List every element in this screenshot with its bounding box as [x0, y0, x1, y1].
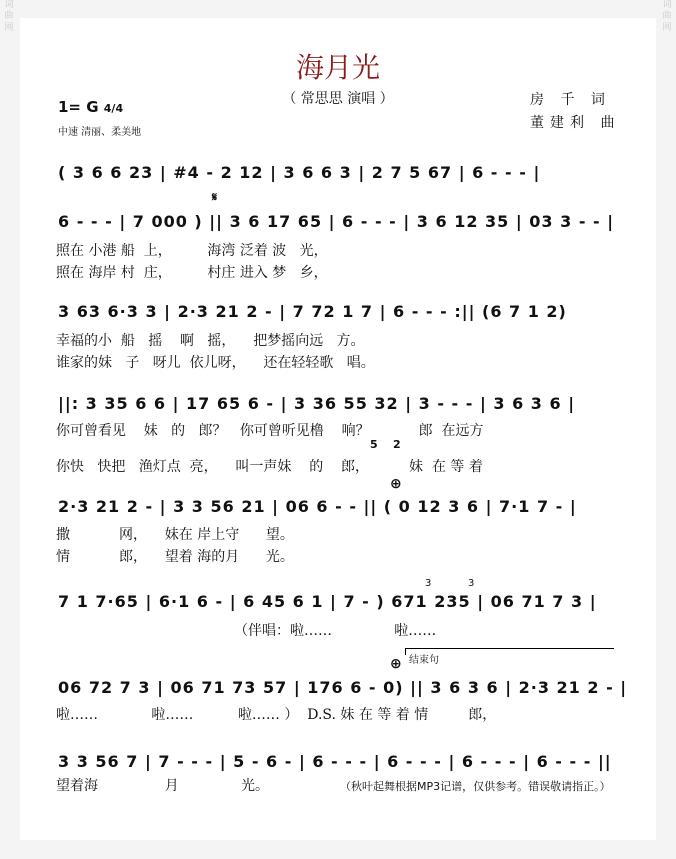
- coda-sign-1: ⊕: [390, 476, 402, 492]
- ending-label: 结束句: [409, 655, 439, 666]
- key-label: 1= G: [58, 98, 99, 116]
- notation-row-4: ||: 3 35 6 6 | 17 65 6 - | 3 36 55 32 | 3 - - - | 3 6 3 6 |: [58, 394, 576, 413]
- left-watermark: 词 曲 网: [4, 0, 14, 33]
- coda-sign-2: ⊕: [390, 656, 402, 672]
- notation-row-1: ( 3 6 6 23 | #4 - 2 12 | 3 6 6 3 | 2 7 5 67 | 6 - - - |: [58, 163, 541, 182]
- notation-row-6: 7 1 7·65 | 6·1 6 - | 6 45 6 1 | 7 - ) 671 235 | 06 71 7 3 |: [58, 592, 597, 611]
- triplet-mark-1: 3: [425, 578, 432, 589]
- notation-row-3: 3 63 6·3 3 | 2·3 21 2 - | 7 72 1 7 | 6 - - - :|| (6 7 1 2): [58, 302, 567, 321]
- lyric-row-8a: 望着海 月 光。: [56, 778, 270, 794]
- notation-row-5: 2·3 21 2 - | 3 3 56 21 | 06 6 - - || ( 0 12 3 6 | 7·1 7 - |: [58, 497, 577, 516]
- lyric-row-6a: （伴唱：啦…… 啦……: [56, 623, 437, 639]
- lyric-row-4b: 你快 快把 渔灯点 亮， 叫一声妹 的 郎， 妹 在 等 着: [56, 459, 483, 475]
- composer-credit: 董建利 曲: [530, 115, 621, 131]
- right-watermark: 词 曲 网: [662, 0, 672, 33]
- singer-line: （ 常思思 演唱 ）: [282, 91, 394, 107]
- lyric-row-4a: 你可曾看见 妹 的 郎？ 你可曾听见橹 响？ 郎 在远方: [56, 423, 484, 439]
- notation-row-2: 6 - - - | 7 000 ) || 3 6 17 65 | 6 - - - | 3 6 12 35 | 03 3 - - |: [58, 212, 615, 231]
- notation-row-7: 06 72 7 3 | 06 71 73 57 | 176 6 - 0) || 3 6 3 6 | 2·3 21 2 - |: [58, 678, 628, 697]
- time-signature: 4/4: [103, 102, 124, 115]
- song-title: 海月光: [295, 51, 380, 84]
- segno-sign: 𝄋: [212, 190, 218, 204]
- key-signature: [58, 98, 123, 116]
- triplet-mark-2: 3: [468, 578, 475, 589]
- lyric-row-2b: 照在 海岸 村 庄， 村庄 进入 梦 乡，: [56, 265, 328, 281]
- lyric-row-3b: 谁家的妹 子 呀儿 依儿呀， 还在轻轻歌 唱。: [56, 355, 375, 371]
- upper-digits: 5 2: [370, 438, 401, 451]
- footnote: （秋叶起舞根据MP3记谱，仅供参考。错误敬请指正。）: [340, 780, 611, 793]
- lyric-row-2a: 照在 小港 船 上， 海湾 泛着 波 光，: [56, 243, 328, 259]
- lyric-row-5a: 撒 网， 妹在 岸上守 望。: [56, 527, 294, 543]
- lyric-row-5b: 情 郎， 望着 海的月 光。: [56, 549, 294, 565]
- tempo-marking: 中速 清丽、柔美地: [58, 127, 142, 138]
- lyricist-credit: 房 千 词: [530, 92, 611, 108]
- lyric-row-3a: 幸福的小 船 摇 啊 摇， 把梦摇向远 方。: [56, 333, 365, 349]
- notation-row-8: 3 3 56 7 | 7 - - - | 5 - 6 - | 6 - - - | 6 - - - | 6 - - - | 6 - - - ||: [58, 752, 612, 771]
- lyric-row-7a: 啦…… 啦…… 啦…… ） D.S. 妹 在 等 着 情 郎，: [56, 707, 497, 723]
